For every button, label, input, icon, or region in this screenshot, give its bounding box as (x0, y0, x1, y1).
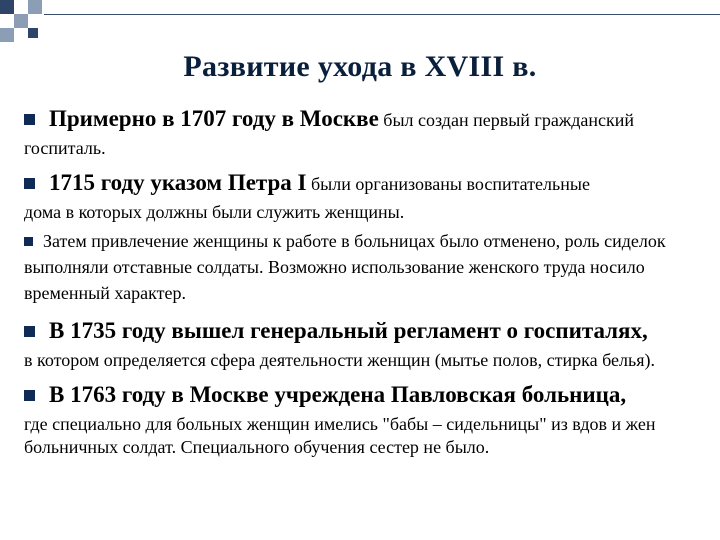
bullet-square-icon (24, 237, 33, 246)
bullet-1-continuation: госпиталь. (24, 138, 106, 158)
deco-square-1 (0, 0, 14, 14)
slide-body (24, 104, 696, 467)
bullet-5 (24, 380, 696, 459)
bullet-2-bold: 1715 году указом Петра I (49, 170, 307, 195)
bullet-square-icon (24, 114, 35, 125)
bullet-2-rest: были организованы воспитательные (306, 174, 590, 194)
bullet-4-continuation: в котором определяется сфера деятельности женщин (мытье полов, стирка белья). (24, 350, 655, 370)
bullet-square-icon (24, 178, 35, 189)
bullet-square-icon (24, 390, 35, 401)
bullet-2 (24, 168, 696, 224)
bullet-5-bold: В 1763 году в Москве учреждена Павловская больница, (49, 382, 627, 407)
deco-square-4 (0, 28, 14, 42)
bullet-1 (24, 104, 696, 160)
deco-square-3 (28, 0, 42, 14)
bullet-square-icon (24, 326, 35, 337)
deco-square-5 (28, 28, 38, 38)
bullet-1-rest: был создан первый гражданский (378, 110, 635, 130)
bullet-5-continuation: где специально для больных женщин имелись "бабы – сидельницы" из вдов и жен больничных солдат. Специального обучения сестер не было. (24, 414, 656, 457)
bullet-1-bold: Примерно в 1707 году в Москве (49, 106, 379, 131)
bullet-4-bold: В 1735 году вышел генеральный регламент о госпиталях, (49, 318, 648, 343)
bullet-4 (24, 316, 696, 372)
bullet-3-text: Затем привлечение женщины к работе в больницах было отменено, роль сиделок выполняли отставные солдаты. Возможно использование женского труда носило временный характер. (24, 231, 666, 303)
header-rule (44, 14, 720, 15)
deco-square-2 (14, 14, 28, 28)
bullet-3 (24, 228, 696, 306)
bullet-2-continuation: дома в которых должны были служить женщины. (24, 202, 405, 222)
slide-title: Развитие ухода в XVIII в. (183, 50, 537, 83)
